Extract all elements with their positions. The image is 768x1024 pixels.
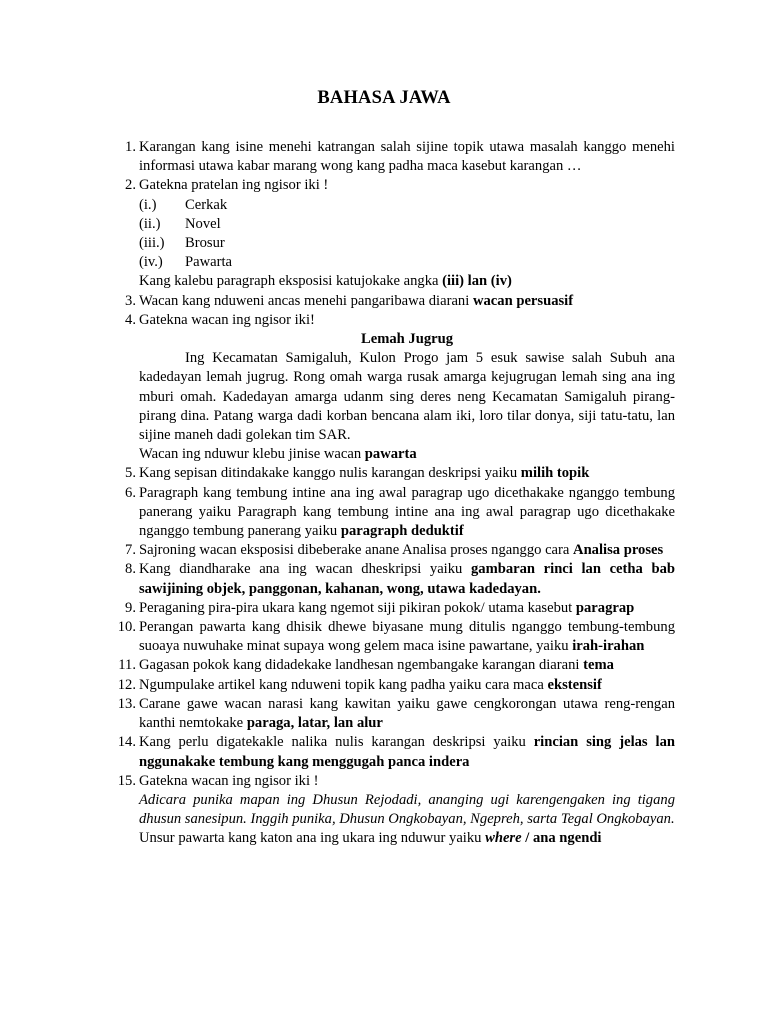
question-text: Gagasan pokok kang didadekake landhesan ngembangake karangan diarani xyxy=(139,657,580,674)
question-prompt: Unsur pawarta kang katon ana ing ukara ing nduwur yaiku xyxy=(139,830,482,847)
question-5 xyxy=(104,464,675,483)
answer: wacan persuasif xyxy=(472,292,574,309)
question-number: 4. xyxy=(125,311,136,328)
question-text: Kang perlu digatekakle nalika nulis karangan deskripsi yaiku xyxy=(139,734,526,751)
answer: ekstensif xyxy=(547,676,602,693)
question-1 xyxy=(104,138,675,176)
option-label: (iv.) xyxy=(139,254,163,271)
answer: Analisa proses xyxy=(573,542,664,559)
question-text: Paragraph kang tembung intine ana ing awal paragrap ugo dicethakake nganggo tembung panerang yaiku Paragraph kang tembung intine ana ing awal paragrap ugo dicethakake nganggo tembung panerang yaiku xyxy=(139,484,675,540)
question-number: 14. xyxy=(117,734,136,751)
question-prompt: Wacan ing nduwur klebu jinise wacan xyxy=(139,446,362,463)
question-text: Kang diandharake ana ing wacan dheskripsi yaiku xyxy=(139,561,463,578)
answer: / ana ngendi xyxy=(525,830,602,847)
answer-italic: where xyxy=(485,830,522,847)
answer: paraga, latar, lan alur xyxy=(246,715,383,732)
question-14 xyxy=(104,733,675,771)
option-item xyxy=(139,215,675,234)
question-number: 13. xyxy=(117,695,136,712)
question-number: 10. xyxy=(117,619,136,636)
question-6 xyxy=(104,484,675,542)
question-text: Peraganing pira-pira ukara kang ngemot siji pikiran pokok/ utama kasebut xyxy=(139,599,573,616)
question-9 xyxy=(104,599,675,618)
question-text: Carane gawe wacan narasi kang kawitan yaiku gawe cengkorongan utawa reng-rengan kanthi nemtokake xyxy=(139,695,675,732)
answer-line xyxy=(139,272,675,291)
option-label: (i.) xyxy=(139,196,157,213)
answer: rincian sing jelas lan nggunakake tembung kang menggugah panca indera xyxy=(139,734,675,770)
question-text: Kang sepisan ditindakake kanggo nulis karangan deskripsi yaiku xyxy=(139,465,518,482)
option-item xyxy=(139,234,675,253)
question-number: 11. xyxy=(118,657,136,674)
reading-passage: Ing Kecamatan Samigaluh, Kulon Progo jam 5 esuk sawise salah Subuh ana kadedayan lemah jugrug. Rong omah warga rusak amarga kejugrugan lemah sing ana ing mburi omah. Kadedayan amarga udanm sing deres neng Kecamatan Samigaluh pirang-pirang dina. Patang warga dadi korban bencana alam iki, loro tilar donya, siji tatu-tatu, lan sijine maneh dadi golekan tim SAR. xyxy=(139,350,675,444)
answer-line xyxy=(139,445,675,464)
answer: irah-irahan xyxy=(572,638,645,655)
question-10 xyxy=(104,618,675,656)
answer-prefix: Kang kalebu paragraph eksposisi katujokake angka xyxy=(139,273,439,290)
question-text: Sajroning wacan eksposisi dibeberake anane Analisa proses nganggo cara xyxy=(139,542,570,559)
option-item xyxy=(139,196,675,215)
question-list xyxy=(104,138,675,849)
option-label: (ii.) xyxy=(139,215,161,232)
question-13 xyxy=(104,695,675,733)
question-text: Ngumpulake artikel kang nduweni topik kang padha yaiku cara maca xyxy=(139,676,544,693)
answer-line xyxy=(139,829,675,848)
option-item xyxy=(139,253,675,272)
question-text: Gatekna wacan ing ngisor iki! xyxy=(139,311,315,328)
question-15 xyxy=(104,772,675,849)
answer: pawarta xyxy=(364,446,417,463)
question-text: Gatekna pratelan ing ngisor iki ! xyxy=(139,177,329,194)
question-text: Karangan kang isine menehi katrangan salah sijine topik utawa masalah kanggo menehi informasi utawa kabar marang wong kang padha maca kasebut karangan … xyxy=(139,139,675,175)
question-number: 2. xyxy=(125,177,136,194)
page-title: BAHASA JAWA xyxy=(317,88,451,108)
answer: (iii) lan (iv) xyxy=(442,273,512,290)
answer: tema xyxy=(583,657,614,674)
question-number: 7. xyxy=(125,542,136,559)
question-4 xyxy=(104,311,675,465)
option-text: Pawarta xyxy=(185,254,233,271)
option-label: (iii.) xyxy=(139,235,165,252)
question-number: 1. xyxy=(125,139,136,155)
question-number: 6. xyxy=(125,484,136,501)
question-3 xyxy=(104,292,675,311)
option-text: Cerkak xyxy=(185,196,228,213)
question-7 xyxy=(104,541,675,560)
question-text: Gatekna wacan ing ngisor iki ! xyxy=(139,772,319,789)
option-text: Brosur xyxy=(185,235,225,252)
question-number: 12. xyxy=(117,676,136,693)
quoted-passage: Adicara punika mapan ing Dhusun Rejodadi, ananging ugi karengengaken ing tigang dhusun sanesipun. Inggih punika, Dhusun Ongkobayan, Ngepreh, sarta Tegal Ongkobayan. xyxy=(139,791,675,828)
option-text: Novel xyxy=(185,215,221,232)
question-number: 3. xyxy=(125,292,136,309)
question-number: 8. xyxy=(125,561,136,578)
question-8 xyxy=(104,560,675,598)
answer: paragrap xyxy=(575,599,635,616)
question-number: 9. xyxy=(125,599,136,616)
question-text: Wacan kang nduweni ancas menehi pangaribawa diarani xyxy=(139,292,470,309)
question-2 xyxy=(104,176,675,291)
answer: paragraph deduktif xyxy=(340,523,464,540)
question-text: Perangan pawarta kang dhisik dhewe biyasane mung ditulis nganggo tembung-tembung suoaya nuwuhake minat supaya wong gelem maca isine pawartane, yaiku xyxy=(139,619,675,655)
answer: milih topik xyxy=(520,465,590,482)
reading-title: Lemah Jugrug xyxy=(360,331,454,348)
question-12 xyxy=(104,676,675,695)
question-11 xyxy=(104,656,675,675)
answer: gambaran rinci lan cetha bab sawijining objek, panggonan, kahanan, wong, utawa kadedayan. xyxy=(139,561,675,597)
question-number: 5. xyxy=(125,465,136,482)
question-number: 15. xyxy=(117,772,136,789)
